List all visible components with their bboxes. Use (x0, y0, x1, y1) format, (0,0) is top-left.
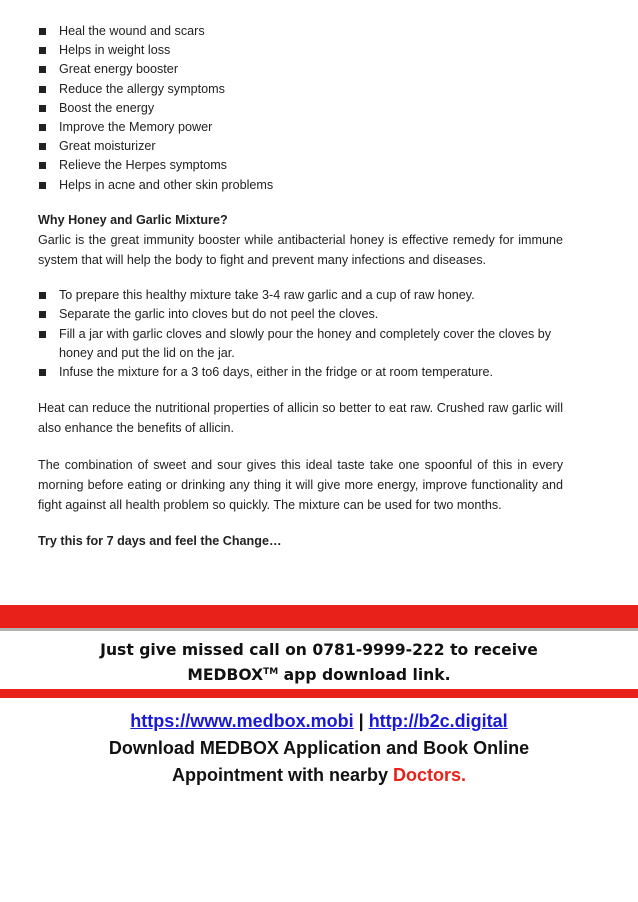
doctors-highlight: Doctors. (393, 765, 467, 785)
list-item: Great energy booster (38, 60, 563, 79)
list-item: Helps in acne and other skin problems (38, 176, 563, 195)
steps-list (38, 286, 563, 382)
benefits-list (38, 22, 563, 195)
square-bullet-icon (39, 66, 46, 73)
red-divider-top (0, 605, 638, 628)
square-bullet-icon (39, 105, 46, 112)
article-body (38, 22, 563, 551)
square-bullet-icon (39, 28, 46, 35)
list-item: To prepare this healthy mixture take 3-4 raw garlic and a cup of raw honey. (38, 286, 563, 305)
list-item: Fill a jar with garlic cloves and slowly pour the honey and completely cover the cloves by honey and put the lid on the jar. (38, 325, 563, 363)
medbox-link[interactable]: https://www.medbox.mobi (130, 711, 354, 731)
red-divider-bottom (0, 689, 638, 698)
download-line: Download MEDBOX Application and Book Online (108, 738, 530, 758)
appointment-line: Appointment with nearby Doctors. (171, 765, 467, 785)
square-bullet-icon (39, 162, 46, 169)
footer-links (0, 708, 638, 789)
square-bullet-icon (39, 369, 46, 376)
why-paragraph: Garlic is the great immunity booster while antibacterial honey is effective remedy for immune system that will help the body to fight and prevent many infections and diseases. (38, 232, 563, 268)
list-item: Boost the energy (38, 99, 563, 118)
list-item: Heal the wound and scars (38, 22, 563, 41)
list-item: Improve the Memory power (38, 118, 563, 137)
missed-call-line: Just give missed call on 0781-9999-222 to receive (100, 641, 538, 659)
list-item: Infuse the mixture for a 3 to6 days, either in the fridge or at room temperature. (38, 363, 563, 382)
url-line (0, 708, 638, 735)
combination-paragraph: The combination of sweet and sour gives this ideal taste take one spoonful of this in every morning before eating or drinking any thing it will give more energy, improve functionality and fight against all health problem so quickly. The mixture can be used for two months. (38, 457, 563, 513)
list-item: Separate the garlic into cloves but do not peel the cloves. (38, 305, 563, 324)
square-bullet-icon (39, 292, 46, 299)
brand-name: MEDBOX (187, 666, 264, 685)
list-item: Reduce the allergy symptoms (38, 80, 563, 99)
square-bullet-icon (39, 143, 46, 150)
list-item: Great moisturizer (38, 137, 563, 156)
square-bullet-icon (39, 331, 46, 338)
link-separator: | (353, 711, 369, 731)
list-item: Helps in weight loss (38, 41, 563, 60)
why-heading: Why Honey and Garlic Mixture? (38, 212, 228, 227)
trademark: TM (263, 667, 279, 677)
download-link-line: MEDBOX™ app download link. (187, 666, 451, 685)
square-bullet-icon (39, 47, 46, 54)
square-bullet-icon (39, 124, 46, 131)
square-bullet-icon (39, 86, 46, 93)
square-bullet-icon (39, 182, 46, 189)
heat-paragraph: Heat can reduce the nutritional properties of allicin so better to eat raw. Crushed raw garlic will also enhance the benefits of allicin. (38, 401, 563, 436)
square-bullet-icon (39, 311, 46, 318)
b2c-link[interactable]: http://b2c.digital (368, 711, 508, 731)
try-callout: Try this for 7 days and feel the Change… (38, 534, 282, 549)
missed-call-banner (0, 639, 638, 686)
list-item: Relieve the Herpes symptoms (38, 156, 563, 175)
